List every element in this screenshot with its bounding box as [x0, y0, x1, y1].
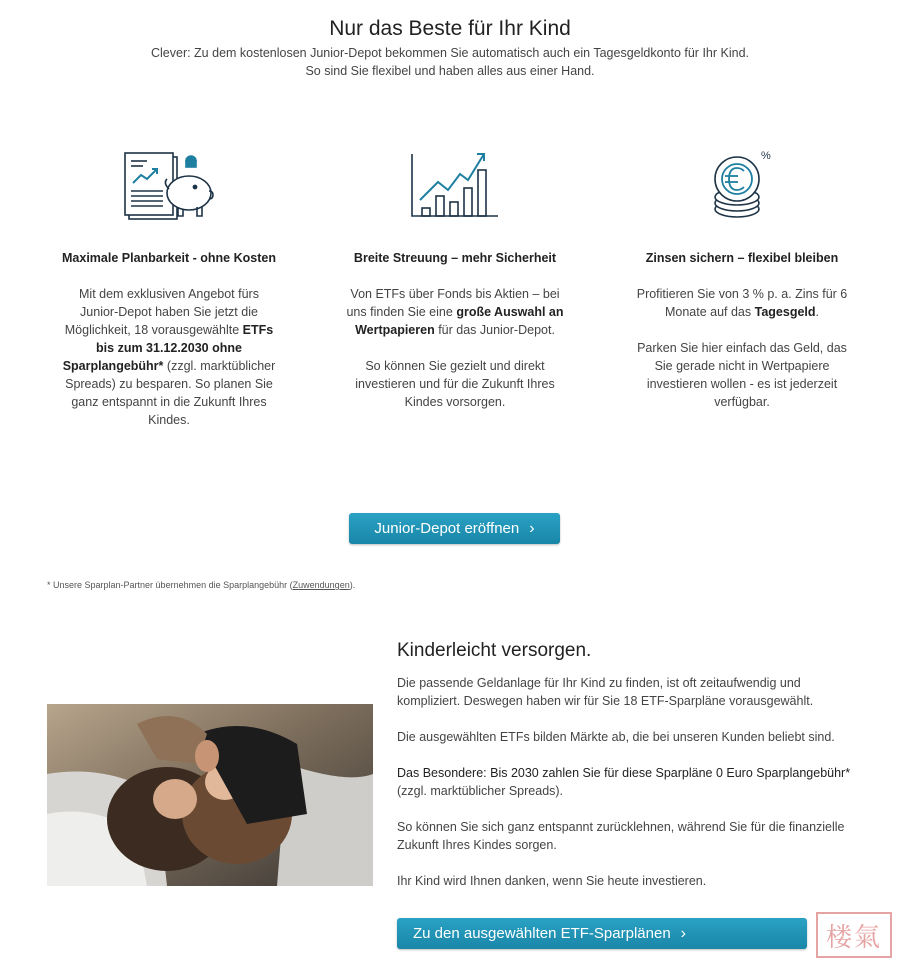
section-kinderleicht [397, 640, 867, 908]
section-paragraph: So können Sie sich ganz entspannt zurücklehnen, während Sie für die finanzielle Zukunft Ihres Kindes sorgen. [397, 820, 845, 852]
feature-streuung [345, 145, 565, 429]
feature-zinsen [632, 145, 852, 429]
euro-coins-icon [632, 145, 852, 225]
hero-subtitle-line1: Clever: Zu dem kostenlosen Junior-Depot bekommen Sie automatisch auch ein Tagesgeldkonto für Ihr Kind. [150, 46, 749, 60]
chevron-right-icon: › [680, 924, 686, 942]
growth-chart-icon [345, 145, 565, 225]
button-label: Zu den ausgewählten ETF-Sparplänen [413, 925, 671, 942]
feature-planbarkeit [59, 145, 279, 447]
page-title: Nur das Beste für Ihr Kind [329, 17, 571, 40]
etf-sparplaene-button[interactable] [397, 918, 807, 949]
section-paragraph-highlight: Das Besondere: Bis 2030 zahlen Sie für diese Sparpläne 0 Euro Sparplangebühr* (zzgl. marktüblicher Spreads). [397, 766, 851, 798]
button-label: Junior-Depot eröffnen [374, 520, 520, 537]
chevron-right-icon: › [529, 519, 535, 537]
svg-text:%: % [761, 150, 771, 162]
feature-title: Zinsen sichern – flexibel bleiben [645, 251, 839, 265]
hero-subtitle [0, 44, 900, 80]
section-paragraph: Die ausgewählten ETFs bilden Märkte ab, die bei unseren Kunden beliebt sind. [397, 730, 835, 744]
feature-body: Von ETFs über Fonds bis Aktien – bei uns finden Sie eine große Auswahl an Wertpapieren für das Junior-Depot. So können Sie gezielt und direkt investieren und für die Zukunft Ihres Kindes vorsorgen. [346, 287, 564, 409]
section-paragraph: Ihr Kind wird Ihnen danken, wenn Sie heute investieren. [397, 874, 707, 888]
feature-body: Profitieren Sie von 3 % p. a. Zins für 6 Monate auf das Tagesgeld. Parken Sie hier einfach das Geld, das Sie gerade nicht in Wertpapiere investieren wollen - es ist jederzeit verfügbar. [636, 287, 848, 409]
mother-child-photo [47, 704, 373, 886]
footnote: * Unsere Sparplan-Partner übernehmen die Sparplangebühr (Zuwendungen). [47, 580, 356, 590]
section-paragraph: Die passende Geldanlage für Ihr Kind zu finden, ist oft zeitaufwendig und kompliziert. Deswegen haben wir für Sie 18 ETF-Sparpläne vorausgewählt. [397, 676, 814, 708]
zuwendungen-link[interactable]: Zuwendungen [292, 580, 350, 590]
section-title: Kinderleicht versorgen. [397, 640, 592, 661]
feature-body: Mit dem exklusiven Angebot fürs Junior-Depot haben Sie jetzt die Möglichkeit, 18 vorausgewählte ETFs bis zum 31.12.2030 ohne Sparplangebühr* (zzgl. marktüblicher Spreads) zu besparen. So planen Sie ganz entspannt in die Zukunft Ihres Kindes. [62, 287, 276, 427]
feature-title: Maximale Planbarkeit - ohne Kosten [62, 251, 276, 265]
hero-subtitle-line2: So sind Sie flexibel und haben alles aus einer Hand. [305, 64, 595, 78]
open-junior-depot-button[interactable] [349, 513, 560, 544]
watermark-stamp: 楼氣 [816, 912, 892, 958]
piggy-bank-chart-icon [59, 145, 279, 225]
feature-title: Breite Streuung – mehr Sicherheit [353, 251, 557, 265]
